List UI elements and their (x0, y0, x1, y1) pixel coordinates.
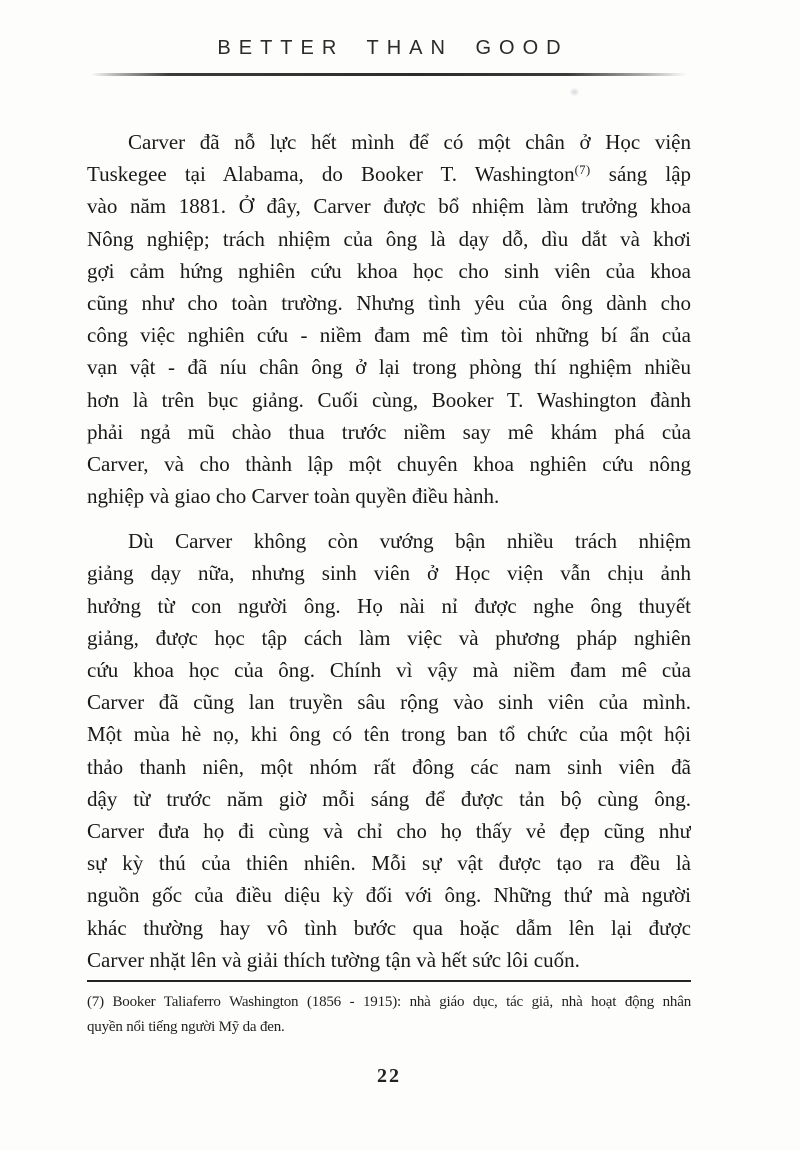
body-line: hơn là trên bục giảng. Cuối cùng, Booker T. Washington đành (87, 387, 691, 412)
footnote-line: quyền nổi tiếng người Mỹ da đen. (87, 1018, 285, 1035)
header-rule (91, 73, 687, 76)
body-line: Carver đưa họ đi cùng và chỉ cho họ thấy vẻ đẹp cũng như (87, 818, 691, 843)
body-line: cũng như cho toàn trường. Nhưng tình yêu của ông dành cho (87, 290, 691, 315)
body-line: gợi cảm hứng nghiên cứu khoa học cho sinh viên của khoa (87, 258, 691, 283)
body-line: Carver nhặt lên và giải thích tường tận và hết sức lôi cuốn. (87, 947, 580, 972)
body-line: Carver, và cho thành lập một chuyên khoa nghiên cứu nông (87, 451, 691, 476)
body-line: Nông nghiệp; trách nhiệm của ông là dạy dỗ, dìu dắt và khơi (87, 226, 691, 251)
body-line: cứu khoa học của ông. Chính vì vậy mà niềm đam mê của (87, 658, 691, 682)
text-column (87, 0, 691, 1088)
body-line: dậy từ trước năm giờ mỗi sáng để được tản bộ cùng ông. (87, 786, 691, 811)
body-line: nghiệp và giao cho Carver toàn quyền điều hành. (87, 484, 500, 509)
footnote-ref-marker: (7) (574, 163, 591, 178)
paragraph-1 (87, 126, 691, 512)
body-line: Carver đã cũng lan truyền sâu rộng vào sinh viên của mình. (87, 690, 691, 715)
body-line: giảng dạy nữa, nhưng sinh viên ở Học viện vẫn chịu ảnh (87, 561, 691, 586)
body-line: Một mùa hè nọ, khi ông có tên trong ban tổ chức của một hội (87, 722, 691, 747)
body-line: công việc nghiên cứu - niềm đam mê tìm tòi những bí ẩn của (87, 323, 691, 348)
body-line: sự kỳ thú của thiên nhiên. Mỗi sự vật được tạo ra đều là (87, 851, 691, 876)
footnote-line: (7) Booker Taliaferro Washington (1856 - 1915): nhà giáo dục, tác giả, nhà hoạt động nhân (87, 994, 691, 1011)
body-line: Carver đã nỗ lực hết mình để có một chân ở Học viện (128, 130, 691, 154)
body-line: Dù Carver không còn vướng bận nhiều trách nhiệm (128, 529, 691, 554)
body-text (87, 126, 691, 976)
body-line: giảng, được học tập cách làm việc và phương pháp nghiên (87, 625, 691, 650)
body-line: nguồn gốc của điều diệu kỳ đối với ông. Những thứ mà người (87, 883, 691, 908)
text-before-ref: Tuskegee tại Alabama, do Booker T. Washington (87, 162, 575, 187)
page-number: 22 (377, 1065, 401, 1088)
body-line: vạn vật - đã níu chân ông ở lại trong phòng thí nghiệm nhiều (87, 355, 691, 380)
body-line: khác thường hay vô tình bước qua hoặc dẫm lên lại được (87, 915, 691, 940)
running-header-title: BETTER THAN GOOD (217, 37, 569, 59)
footnote (87, 990, 691, 1039)
footnote-separator (87, 980, 691, 983)
paragraph-2 (87, 525, 691, 976)
text-after-ref: sáng lập (608, 162, 691, 187)
scan-artifact (570, 88, 579, 96)
body-line: vào năm 1881. Ở đây, Carver được bổ nhiệm làm trưởng khoa (87, 194, 691, 219)
body-line-with-footnote-ref (87, 158, 691, 190)
body-line: hưởng từ con người ông. Họ nài nỉ được nghe ông thuyết (87, 593, 691, 618)
body-line: thảo thanh niên, một nhóm rất đông các nam sinh viên đã (87, 754, 691, 779)
body-line: phải ngả mũ chào thua trước niềm say mê khám phá của (87, 419, 691, 444)
